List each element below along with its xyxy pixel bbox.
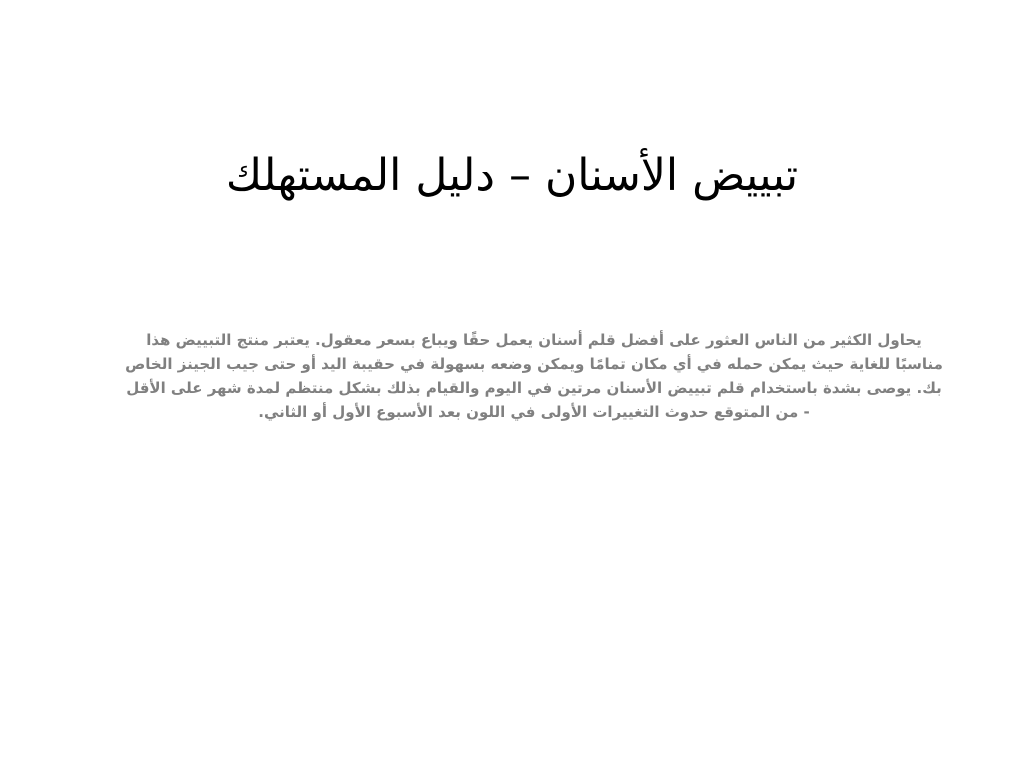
slide-title: تبييض الأسنان – دليل المستهلك xyxy=(225,150,799,201)
slide-body-text: يحاول الكثير من الناس العثور على أفضل قلم أسنان يعمل حقًا ويباع بسعر معقول. يعتبر منتج التبييض هذا مناسبًا للغاية حيث يمكن حمله في أي مكان تمامًا ويمكن وضعه بسهولة في حقيبة اليد أو حتى جيب الجينز الخاص بك. يوصى بشدة باستخدام قلم تبييض الأسنان مرتين في اليوم والقيام بذلك بشكل منتظم لمدة شهر على الأقل - من المتوقع حدوث التغييرات الأولى في اللون بعد الأسبوع الأول أو الثاني. xyxy=(125,331,943,421)
